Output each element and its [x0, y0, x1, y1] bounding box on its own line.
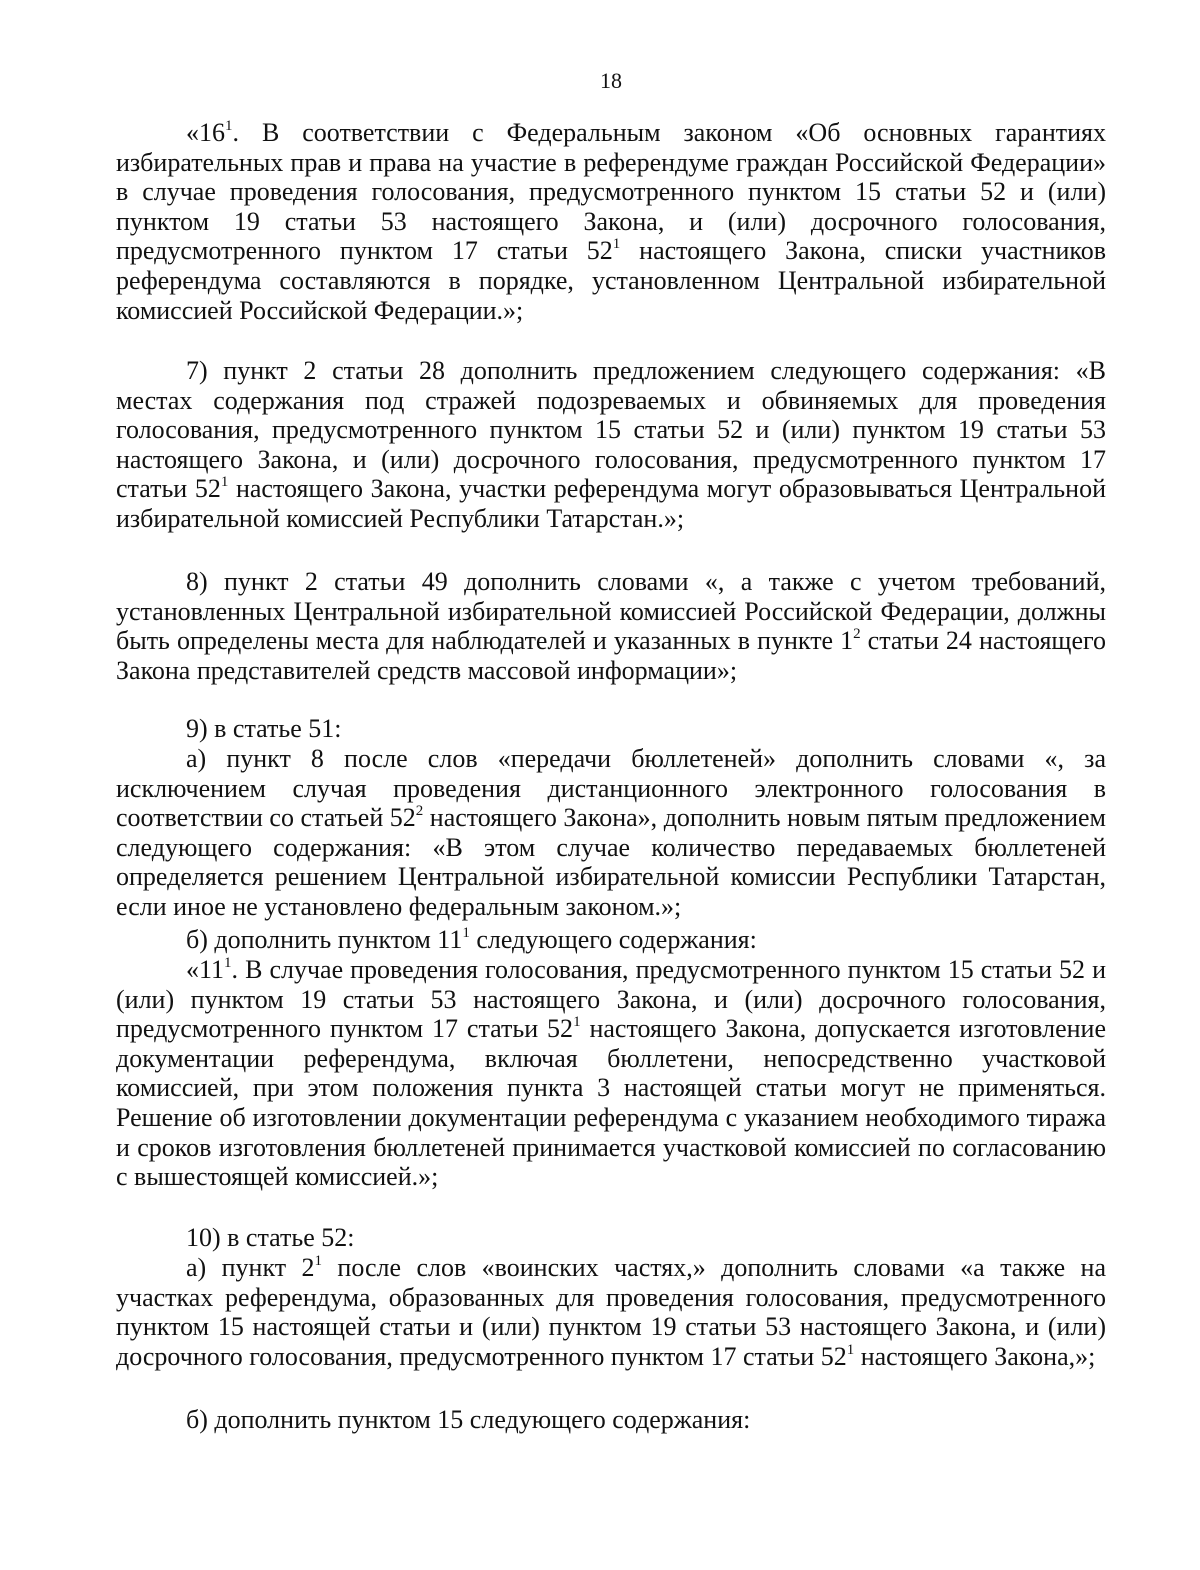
paragraph-16-1	[116, 118, 1106, 325]
paragraph-text: настоящего Закона, списки участников референдума составляются в порядке, установленном Центральной избирательной комиссией Российской Федерации.»;	[116, 236, 1106, 325]
paragraph-item-10a	[116, 1253, 1106, 1371]
paragraph-text: после слов «воинских частях,» дополнить словами «а также на участках референдума, образованных для проведения голосования, предусмотренного пунктом 15 настоящей статьи и (или) пунктом 19 статьи 53 настоящего Закона, и (или) досрочного голосования, предусмотренного пунктом 17 статьи 52	[116, 1253, 1106, 1371]
superscript: 2	[415, 803, 424, 820]
paragraph-text: настоящего Закона, допускается изготовление документации референдума, включая бюллетени, непосредственно участковой комиссией, при этом положения пункта 3 настоящей статьи могут не применяться. Решение об изготовлении документации референдума с указанием необходимого тиража и сроков изготовления бюллетеней принимается участковой комиссией по согласованию с вышестоящей комиссией.»;	[116, 1014, 1107, 1192]
paragraph-text: «11	[186, 955, 225, 984]
paragraph-item-9a	[116, 744, 1106, 922]
paragraph-text: настоящего Закона, участки референдума могут образовываться Центральной избирательной комиссией Республики Татарстан.»;	[116, 474, 1106, 533]
superscript: 1	[314, 1253, 323, 1269]
paragraph-text: а) пункт 2	[186, 1253, 315, 1282]
document-page	[116, 0, 1106, 1570]
page-number: 18	[600, 68, 622, 93]
paragraph-text: 8) пункт 2 статьи 49 дополнить словами «, а также с учетом требований, установленных Центральной избирательной комиссией Российской Федерации, должны быть определены места для наблюдателей и указанных в пункте 1	[116, 567, 1106, 656]
superscript: 1	[224, 955, 232, 971]
paragraph-item-8	[116, 567, 1106, 685]
paragraph-text: настоящего Закона,»;	[854, 1341, 1096, 1371]
paragraph-item-7	[116, 356, 1106, 534]
paragraph-item-9b	[116, 925, 1106, 955]
paragraph-text: . В случае проведения голосования, предусмотренного пунктом 15 статьи 52 и (или) пунктом 19 статьи 53 настоящего Закона, и (или) досрочного голосования, предусмотренного пунктом 17 статьи 52	[116, 955, 1106, 1044]
superscript: 1	[225, 118, 233, 134]
superscript: 1	[220, 474, 229, 491]
paragraph-text: . В соответствии с Федеральным законом «Об основных гарантиях избирательных прав и права на участие в референдуме граждан Российской Федерации» в случае проведения голосования, предусмотренного пунктом 15 статьи 52 и (или) пунктом 19 статьи 53 настоящего Закона, и (или) досрочного голосования, предусмотренного пунктом 17 статьи 52	[116, 118, 1106, 266]
paragraph-text: 10) в статье 52:	[186, 1223, 355, 1252]
paragraph-text: 7) пункт 2 статьи 28 дополнить предложением следующего содержания: «В местах содержания под стражей подозреваемых и обвиняемых для проведения голосования, предусмотренного пунктом 15 статьи 52 и (или) пунктом 19 статьи 53 настоящего Закона, и (или) досрочного голосования, предусмотренного пунктом 17 статьи 52	[116, 356, 1106, 504]
paragraph-item-10b	[116, 1405, 1106, 1435]
paragraph-11-1	[116, 955, 1106, 1192]
paragraph-text: «16	[186, 118, 225, 147]
paragraph-text: статьи 24 настоящего Закона представителей средств массовой информации»;	[116, 626, 1106, 685]
paragraph-text: б) дополнить пунктом 11	[186, 925, 463, 954]
paragraph-text: а) пункт 8 после слов «передачи бюллетеней» дополнить словами «, за исключением случая проведения дистанционного электронного голосования в соответствии со статьей 52	[116, 744, 1106, 833]
superscript: 1	[462, 925, 470, 941]
paragraph-item-9	[116, 714, 1106, 744]
paragraph-text: следующего содержания:	[469, 925, 757, 954]
superscript: 1	[573, 1014, 581, 1031]
paragraph-text: б) дополнить пунктом 15 следующего содержания:	[186, 1405, 751, 1434]
superscript: 1	[846, 1341, 855, 1358]
superscript: 1	[612, 236, 621, 253]
superscript: 2	[853, 626, 861, 643]
paragraph-text: 9) в статье 51:	[186, 714, 342, 743]
paragraph-text: настоящего Закона», дополнить новым пятым предложением следующего содержания: «В этом случае количество передаваемых бюллетеней определяется решением Центральной избирательной комиссии Республики Татарстан, если иное не установлено федеральным законом.»;	[116, 803, 1106, 921]
paragraph-item-10	[116, 1223, 1106, 1253]
